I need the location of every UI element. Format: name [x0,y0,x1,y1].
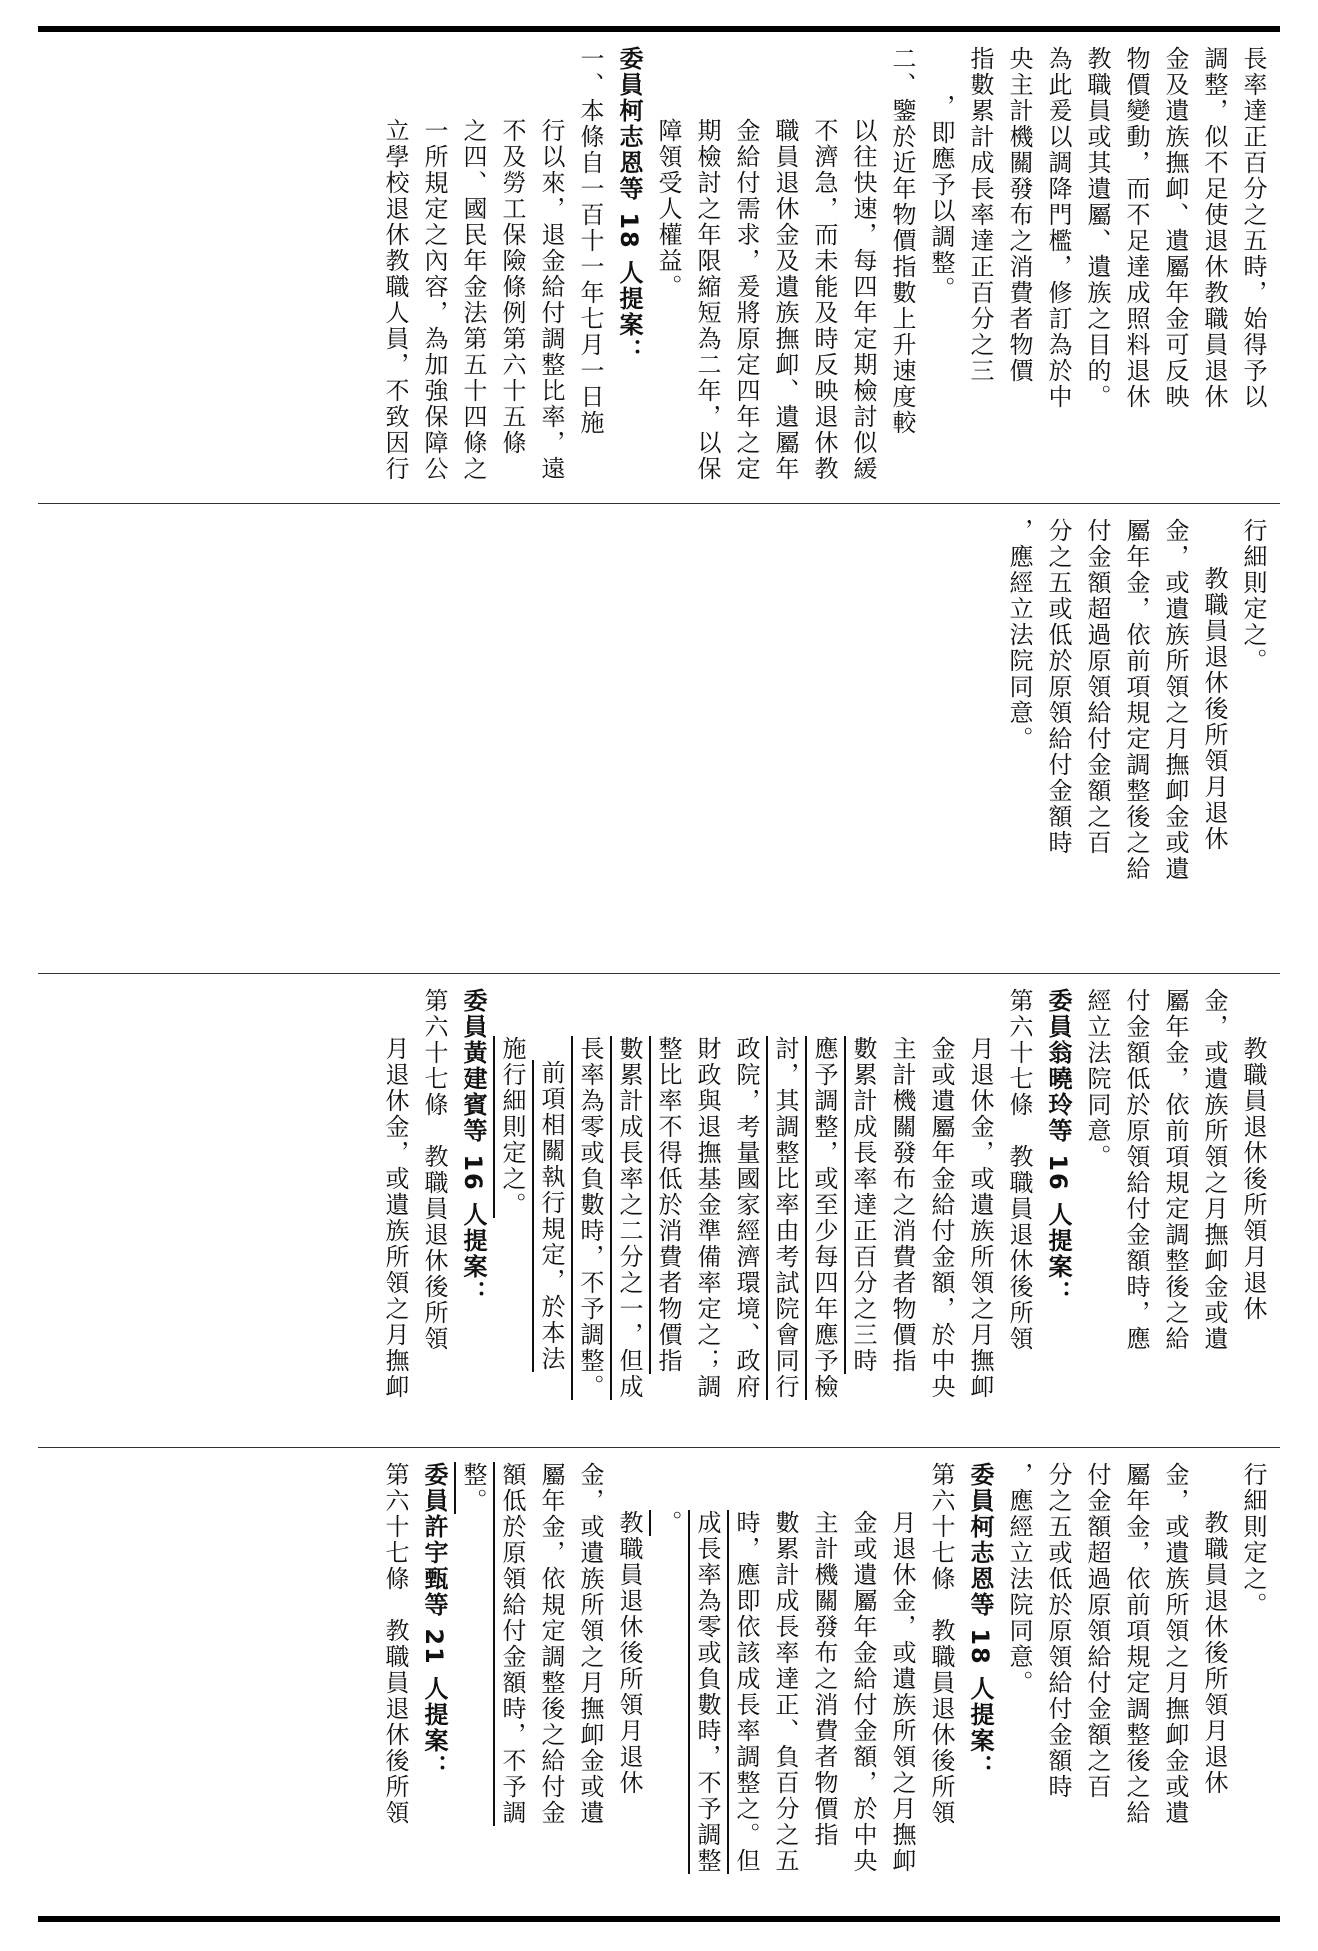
text-line: 行細則定之。 [1239,518,1267,674]
text-line: 金，或遺族所領之月撫卹金或遺 [1161,518,1189,882]
text-line: 月退休金，或遺族所領之月撫卹 [888,1510,916,1874]
text-line: 第六十七條 教職員退休後所領 [420,988,448,1352]
text-line: 屬年金，依規定調整後之給付金 [537,1462,565,1826]
text-line: 立學校退休教職人員，不致因行 [381,118,409,482]
proposal-heading: 委員柯志恩等 18 人提案： [615,46,643,365]
band-separator [38,503,1280,504]
text-line: 行以來，退金給付調整比率，遠 [537,118,565,482]
text-line: 第六十七條 教職員退休後所領 [1005,988,1033,1352]
text-line: 教職員退休後所領月退休 [615,1510,643,1796]
proposal-heading: 委員許宇甄等 21 人提案： [420,1462,448,1781]
text-line: 職員退休金及遺族撫卹、遺屬年 [771,118,799,482]
amended-text-line: 討，其調整比率由考試院會同行 [771,1036,799,1400]
text-line: 第六十七條 教職員退休後所領 [381,1462,409,1826]
text-line: 經立法院同意。 [1083,988,1111,1170]
text-line: 主計機關發布之消費者物價指 [888,1036,916,1374]
text-line: 調整，似不足使退休教職員退休 [1200,46,1228,410]
band-4-text [38,1452,1280,1912]
amended-text-line: 時，應即依該成長率調整之。但 [732,1510,760,1874]
text-line: 金或遺屬年金給付金額，於中央 [849,1510,877,1874]
text-line: 政院，考量國家經濟環境、政府 [732,1036,760,1400]
text-line: 主計機關發布之消費者物價指 [810,1510,838,1848]
text-line: 金，或遺族所領之月撫卹金或遺 [1200,988,1228,1352]
text-line: 教職員退休後所領月退休 [1200,566,1228,852]
band-2-text [38,508,1280,970]
amended-text-line: 整比率不得低於消費者物價指 [654,1036,682,1374]
amended-text-line: 成長率為零或負數時，不予調整 [693,1510,721,1874]
text-line: 教職員或其遺屬、遺族之目的。 [1083,46,1111,410]
text-line: 付金額超過原領給付金額之百 [1083,1462,1111,1800]
text-line: 屬年金，依前項規定調整後之給 [1161,988,1189,1352]
amended-text-line: 前項相關執行規定，於本法 [537,1060,565,1372]
proposal-heading: 委員黃建賓等 16 人提案： [459,988,487,1307]
text-band-3 [38,978,1280,1444]
text-line: 長率達正百分之五時，始得予以 [1239,46,1267,410]
text-line: 指數累計成長率達正百分之三 [966,46,994,384]
band-3-text [38,978,1280,1444]
text-line: 一、本條自一百十一年七月一日施 [576,46,604,436]
text-line: 付金額低於原領給付金額時，應 [1122,988,1150,1352]
amended-text-line: 整。 [459,1462,487,1514]
text-line: ，應經立法院同意。 [1005,1462,1033,1696]
amended-text-line: 額低於原領給付金額時，不予調 [498,1462,526,1826]
top-rule [38,26,1280,32]
text-line: ，即應予以調整。 [927,94,955,302]
text-line: 一所規定之內容，為加強保障公 [420,118,448,482]
text-line: 之四、國民年金法第五十四條之 [459,118,487,482]
amended-text-line: 長率為零或負數時，不予調整。 [576,1036,604,1400]
text-line: 金，或遺族所領之月撫卹金或遺 [1161,1462,1189,1826]
text-line: 財政與退撫基金準備率定之；調 [693,1036,721,1400]
text-line: 屬年金，依前項規定調整後之給 [1122,518,1150,882]
text-line: 行細則定之。 [1239,1462,1267,1618]
text-line: 分之五或低於原領給付金額時 [1044,1462,1072,1800]
text-band-1 [38,36,1280,500]
text-line: 期檢討之年限縮短為二年，以保 [693,118,721,482]
proposal-heading: 委員柯志恩等 18 人提案： [966,1462,994,1781]
amended-text-line: 數累計成長率之二分之一，但成 [615,1036,643,1400]
band-separator [38,1447,1280,1448]
text-line: 第六十七條 教職員退休後所領 [927,1462,955,1826]
text-line: 金及遺族撫卹、遺屬年金可反映 [1161,46,1189,410]
text-line: 以往快速，每四年定期檢討似緩 [849,118,877,482]
text-line: 金給付需求，爰將原定四年之定 [732,118,760,482]
text-line: 教職員退休後所領月退休 [1239,1036,1267,1322]
text-line: 不濟急，而未能及時反映退休教 [810,118,838,482]
text-line: 數累計成長率達正、負百分之五 [771,1510,799,1874]
text-band-2 [38,508,1280,970]
text-line: 屬年金，依前項規定調整後之給 [1122,1462,1150,1826]
text-line: 月退休金，或遺族所領之月撫卹 [966,1036,994,1400]
band-1-text [38,36,1280,500]
bottom-rule [38,1916,1280,1922]
text-line: ，應經立法院同意。 [1005,518,1033,752]
amended-text-line: 數累計成長率達正百分之三時 [849,1036,877,1374]
amended-text-line: 施行細則定之。 [498,1036,526,1218]
amended-text-line: 。 [654,1510,682,1536]
band-separator [38,973,1280,974]
text-line: 月退休金，或遺族所領之月撫卹 [381,1036,409,1400]
text-line: 不及勞工保險條例第六十五條 [498,118,526,456]
text-line: 央主計機關發布之消費者物價 [1005,46,1033,384]
proposal-heading: 委員翁曉玲等 16 人提案： [1044,988,1072,1307]
text-band-4 [38,1452,1280,1912]
text-line: 二、鑒於近年物價指數上升速度較 [888,46,916,436]
text-line: 為此爰以調降門檻，修訂為於中 [1044,46,1072,410]
text-line: 障領受人權益。 [654,118,682,300]
text-line: 付金額超過原領給付金額之百 [1083,518,1111,856]
text-line: 物價變動，而不足達成照料退休 [1122,46,1150,410]
amended-text-line: 應予調整，或至少每四年應予檢 [810,1036,838,1400]
text-line: 分之五或低於原領給付金額時 [1044,518,1072,856]
text-line: 教職員退休後所領月退休 [1200,1510,1228,1796]
text-line: 金或遺屬年金給付金額，於中央 [927,1036,955,1400]
text-line: 金，或遺族所領之月撫卹金或遺 [576,1462,604,1826]
